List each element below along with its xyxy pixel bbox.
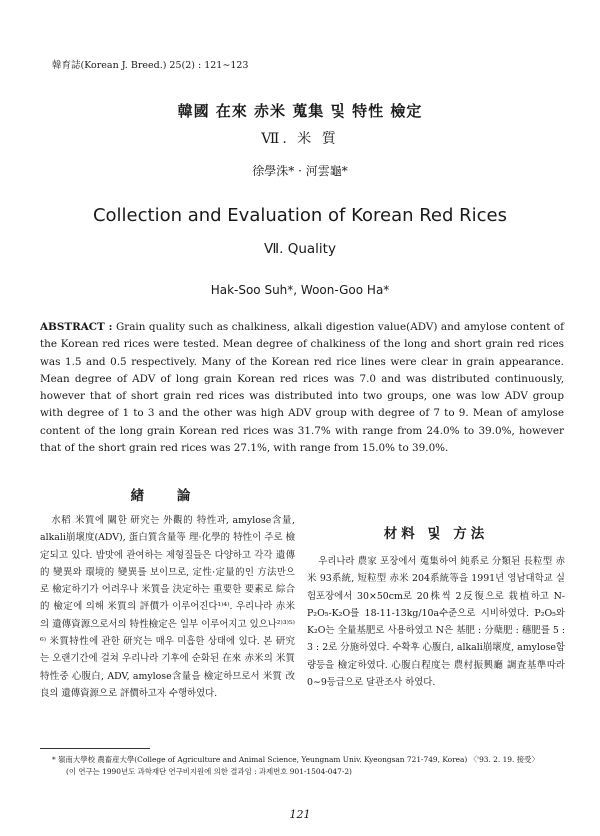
english-authors: Hak-Soo Suh*, Woon-Goo Ha* [210,283,390,297]
korean-title: 韓國 在來 赤米 蒐集 및 特性 檢定 [177,102,423,120]
intro-heading: 緖 論 [130,488,205,504]
footnote-affiliation: * 嶺南大學校 農畜産大學(College of Agriculture and Animal Science, Yeungnam Univ. Kyeongsan 721-749, Korea) 〈'93. 2. 19. 接受〉 [52,755,539,764]
footnote-divider [40,748,150,749]
english-title: Collection and Evaluation of Korean Red Rices [92,205,508,226]
abstract [40,319,564,457]
methods-body: 우리나라 農家 포장에서 蒐集하여 純系로 分類된 長粒型 赤米 93系統, 短粒型 赤米 204系統等을 1991년 영남대학교 실험포장에서 30×50cm로 20株씩 2反復으로 栽植하고 N-P₂O₅-K₂O를 18-11-13kg/10a수준으로 시비하였다. P₂O₅와 K₂O는 全量基肥로 사용하였고 N은 基肥 : 分蘖肥 : 穗肥를 5 : 3 : 2로 分施하였다. 수확후 心腹白, alkali崩壞度, amylose함량등을 檢定하였다. 心腹白程度는 農村振興廳 調査基準따라 0∼9등급으로 달관조사 하였다. [307,556,565,689]
korean-authors: 徐學洙* · 河雲龜* [252,164,348,178]
intro-body: 水稻 米質에 關한 研究는 外觀的 特性과, amylose含量, alkali崩壞度(ADV), 蛋白質含量等 理·化學的 特性이 주로 檢定되고 있다. 밥맛에 관여하는 제형질들은 다양하고 각각 遺傳的 變異와 環境的 變異를 보이므로, 定性·定量的인 方法만으로 檢定하기가 어려우나 米質을 決定하는 重要한 要素로 綜合的 檢定에 의해 米質의 評價가 이루어진다¹⁾⁴⁾. 우리나라 赤米의 遺傳資源으로서의 特性檢定은 일부 이루어지고 있으나²⁾³⁾⁵⁾⁶⁾ 米質特性에 관한 研究는 매우 미흡한 상태에 있다. 본 研究는 오랜기간에 걸쳐 우리나라 기후에 순화된 在來 赤米의 米質特性중 心腹白, ADV, amylose含量을 檢定하므로서 米質 改良의 遺傳資源으로 評價하고자 수행하였다. [40,515,295,699]
intro-section [40,484,295,504]
intro-body-column [40,512,295,702]
footnote [52,754,572,778]
abstract-label: ABSTRACT : [40,321,113,333]
methods-body-column [307,553,565,691]
page-number: 121 [289,808,311,821]
footnote-funding: (이 연구는 1990년도 과학재단 연구비지원에 의한 결과임 : 과제번호 901-1504-047-2) [66,767,352,776]
methods-heading: 材料 및 方法 [383,526,489,542]
english-subtitle: Ⅶ. Quality [264,241,336,257]
korean-subtitle: Ⅶ. 米 質 [261,131,339,147]
abstract-text: Grain quality such as chalkiness, alkali digestion value(ADV) and amylose content of the Korean red rices were tested. Mean degree of chalkiness of the long and short grain red rices was 1.5 and 0.5 respectively. Many of the Korean red rice lines were clear in grain appearance. Mean degree of ADV of long grain Korean red rices was 7.0 and was distributed continuously, however that of short grain red rices was distributed into two groups, one was low ADV group with degree of 1 to 3 and the other was high ADV group with degree of 7 to 9. Mean of amylose content of the long grain Korean red rices was 31.7% with range from 24.0% to 39.0%, however that of the short grain red rices was 27.1%, with range from 15.0% to 39.0%. [40,321,564,455]
journal-citation: 韓育誌(Korean J. Breed.) 25(2) : 121∼123 [52,60,249,71]
